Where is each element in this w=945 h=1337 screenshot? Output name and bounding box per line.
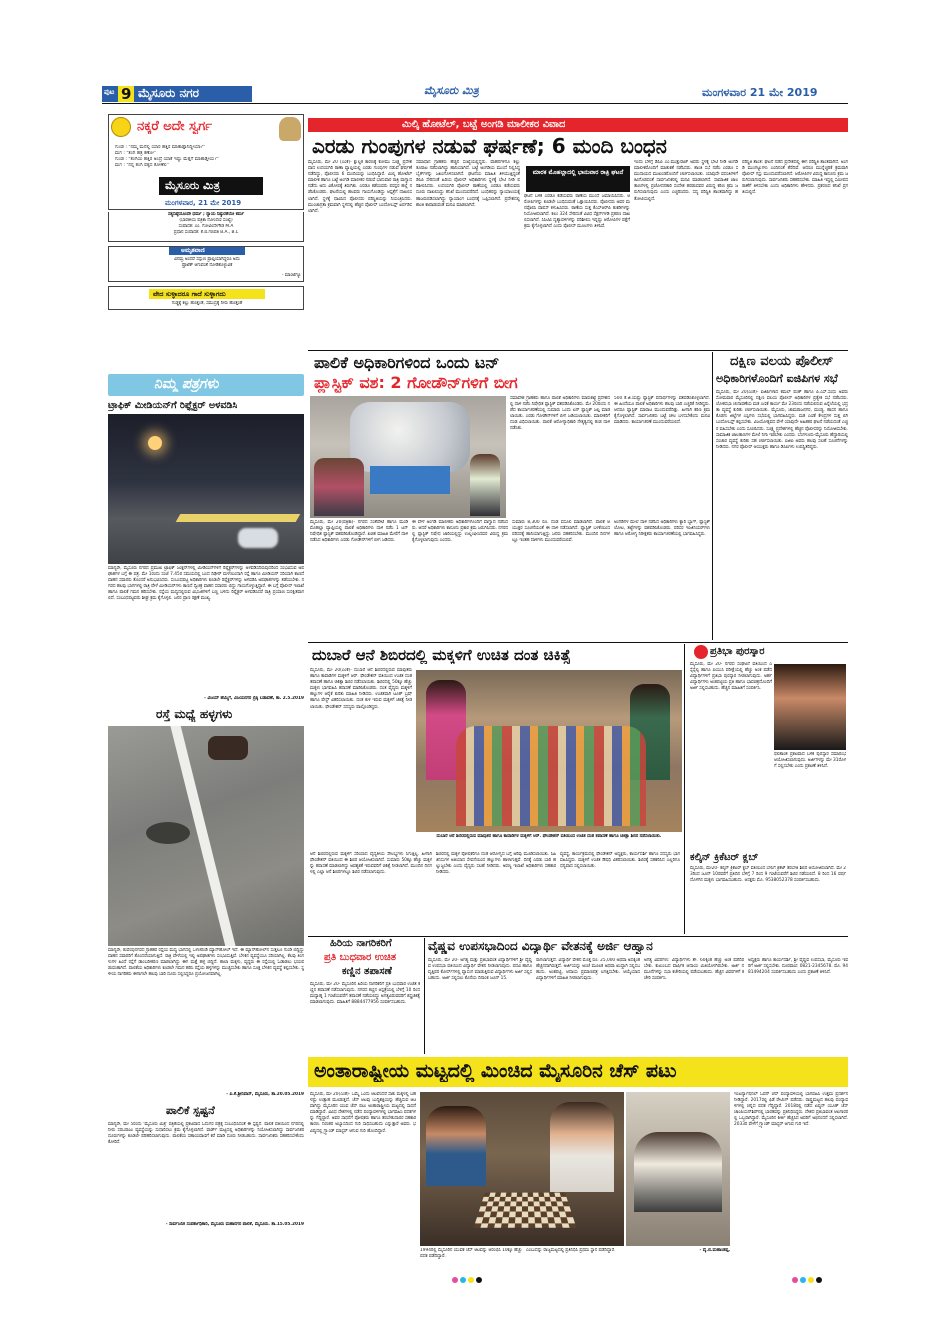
letter2-body: ಮಾನ್ಯರೇ, ಕುವೆಂಪುನಗರದ ಗ್ರಾಹಕರ ರಸ್ತೆಯ ಮಧ್ಯ ಭಾಗದಲ್ಲಿ ಒಳಚರಂಡಿ ಮ್ಯಾನ್‌ಹೋಲ್ ಇದೆ. ಈ ಮ್ಯಾನ್‌ಹೋಲ್‌ನ ಸುತ್ತಲೂ ಗುಂಡಿ ಬಿದ್ದಿದ್ದು ವಾಹನ ಸವಾರರಿಗೆ ತೊಂದರೆಯಾಗುತ್ತಿದೆ. ರಾತ್ರಿ ವೇಳೆಯಲ್ಲಿ ಇಲ್ಲಿ ಅಪಘಾತಗಳು ಸಂಭವಿಸುತ್ತಿವೆ. ಬೆಳಕಿನ ವ್ಯವಸ್ಥೆಯೂ ಸರಿಯಾಗಿಲ್ಲ. ಕೆಲವು ತಿಂಗಳುಗಳ ಹಿಂದೆ ರಸ್ತೆಗೆ ಡಾಂಬರೀಕರಣ ಮಾಡಲಾಗಿದ್ದು ಈಗ ಮತ್ತೆ ಹಳ್ಳ ಬಿದ್ದಿದೆ. ಶಾಲಾ ಮಕ್ಕಳು, ವೃದ್ಧರು ಈ ರಸ್ತೆಯಲ್ಲಿ ಓಡಾಡಲು ಭಯಪಡುವಂತಾಗಿದೆ. ಪಾಲಿಕೆಯ ಅಧಿಕಾರಿಗಳು ಕೂಡಲೇ ಗಮನ ಹರಿಸಿ ರಸ್ತೆಯ ಹಳ್ಳಗಳನ್ನು ಮುಚ್ಚಿಸಬೇಕು ಹಾಗೂ ಸೂಕ್ತ ಬೆಳಕಿನ ವ್ಯವಸ್ಥೆ ಕಲ್ಪಿಸಬೇಕು. ಸ್ಥಳೀಯ ನಾಗರಿಕರು ಈಗಾಗಲೇ ಹಲವು ಬಾರಿ ದೂರು ಸಲ್ಲಿಸಿದ್ದರೂ ಪ್ರಯೋಜನವಾಗಿಲ್ಲ.	[108, 948, 304, 978]
joke-title: ನಕ್ಕರೆ ಅದೇ ಸ್ವರ್ಗ	[137, 119, 212, 134]
joke-lines	[115, 145, 301, 169]
lead-kicker: ಮಿಲ್ಕಿ ಹೋಟೆಲ್, ಬಟ್ಟೆ ಅಂಗಡಿ ಮಾಲೀಕರ ವಿವಾದ	[402, 119, 566, 130]
police-headline-1: ದಕ್ಷಿಣ ವಲಯ ಪೊಲೀಸ್	[730, 354, 834, 369]
letter3-title: ಪಾಲಿಕೆ ಸ್ಪಷ್ಟನೆ	[166, 1104, 215, 1117]
newspaper-page	[102, 82, 848, 1262]
mini-date: ಮಂಗಳವಾರ, 21 ಮೇ 2019	[165, 199, 242, 207]
chess-col-4: ಎಂಬುದನ್ನು ರಾಜ್ಯಮಟ್ಟದಲ್ಲಿ ಪ್ರತಿನಿಧಿಸಿ ಪ್ರಥಮ ಸ್ಥಾನ ಪಡೆದಿದ್ದಾರೆ.	[526, 1248, 616, 1253]
truck-bed	[370, 466, 450, 494]
scholarship-headline: ವೈಷ್ಣವ ಉಪಸಭಾದಿಂದ ವಿದ್ಯಾರ್ಥಿ ವೇತನಕ್ಕೆ ಅರ್ಜಿ ಆಹ್ವಾನ	[428, 939, 653, 953]
road-pothole-photo	[108, 726, 304, 946]
chess-tournament-photo	[626, 1092, 730, 1246]
lead-headline: ಎರಡು ಗುಂಪುಗಳ ನಡುವೆ ಘರ್ಷಣೆ; 6 ಮಂದಿ ಬಂಧನ	[312, 134, 667, 158]
plastic-col-5: ಸುಮಾರು 8,300 ರೂ. ದಂಡ ವಸೂಲಿ ಮಾಡಲಾಗಿದೆ. ಪಾಲಿಕೆ ಆಯುಕ್ತರ ಸೂಚನೆಯಂತೆ ಈ ದಾಳಿ ನಡೆಸಲಾಗಿದೆ. ಪ್ಲಾಸ್ಟಿಕ್ ಬಳಕೆಯಿಂದ ಪರಿಸರಕ್ಕೆ ಹಾನಿಯಾಗುತ್ತಿದ್ದು ಜನರು ಸಹಕರಿಸಬೇಕು. ಮುಂದಿನ ದಿನಗಳಲ್ಲೂ ಇಂತಹ ದಾಳಿಗಳು ಮುಂದುವರೆಯಲಿವೆ.	[512, 520, 610, 544]
pothole	[146, 822, 190, 844]
scholarship-col-2: ರಾಗಲಾಗುತ್ತದೆ. ವಿದ್ಯಾರ್ಥಿ ವೇತನ ಮೊತ್ತ ರೂ. 25,000 ಅಥವಾ ಅದಕ್ಕಿಂತ ಹೆಚ್ಚಿನದಾಗಿರುತ್ತದೆ. ಅರ್ಜಿಯನ್ನು ಅಂಚೆ ಮೂಲಕ ಅಥವಾ ಖುದ್ದಾಗಿ ಸಲ್ಲಿಸಬಹುದು. ಅಂಕಪಟ್ಟಿ, ಆದಾಯ ಪ್ರಮಾಣಪತ್ರ ಲಗತ್ತಿಸಬೇಕು. ಆಯ್ಕೆಯಾದ ವಿದ್ಯಾರ್ಥಿಗಳಿಗೆ ಮಾಹಿತಿ ನೀಡಲಾಗುವುದು.	[536, 958, 640, 982]
quote-title: ಅಮೃತವಾಣಿ	[181, 247, 205, 254]
registration-dots	[792, 1268, 852, 1276]
moving-vehicle	[238, 528, 278, 548]
senior-headline-1: ಹಿರಿಯ ನಾಗರಿಕರಿಗೆ	[330, 938, 392, 949]
page-header	[102, 82, 848, 102]
quote-author: - ಮಾಂಟೆಗ್ಯೂ	[281, 273, 301, 278]
children-rows	[456, 726, 646, 826]
plastic-headline-1: ಪಾಲಿಕೆ ಅಧಿಕಾರಿಗಳಿಂದ ಒಂದು ಟನ್	[314, 353, 500, 372]
joke-line: ಗುಂಡ : "ತಂಗಿಯ ಹತ್ತಿರ ಅಂದ್ರೆ ಯಾಕೆ ಇಷ್ಟು ಮೆತ್ತಗೆ ಮಾತಾಡ್ತೀಯ?"	[115, 157, 219, 163]
letter2-title: ರಸ್ತೆ ಮಧ್ಯೆ ಹಳ್ಳಗಳು	[156, 707, 233, 721]
joke-line: ಮಗ : "ತಂಗಿ ಹತ್ರ ಕಣೋ"	[115, 151, 156, 157]
children-group-photo	[416, 670, 682, 832]
masthead: ಮೈಸೂರು ಮಿತ್ರ	[424, 84, 479, 97]
night-road-photo	[108, 414, 304, 564]
lead-col-2: ಸಮಾಧಾನ ಗ್ರಾಹಕರು ಹೆಚ್ಚಿನ ಸಂಖ್ಯೆಯಲ್ಲಿದ್ದರು. ವಾಹನಗಳಿಗೂ ಕಲ್ಲು ತೂರಾಟ ನಡೆಸಲಾಗಿದ್ದು ಹಾನಿಯಾಗಿದೆ. ಬಟ್ಟೆ ಅಂಗಡಿಯ ಮುಂದೆ ನಿಲ್ಲಿಸಿದ್ದ ಬೈಕ್‌ಗಳನ್ನು ಜಖಂಗೊಳಿಸಲಾಗಿದೆ. ಘಟನೆಯ ಮಾಹಿತಿ ತಿಳಿಯುತ್ತಿದ್ದಂತೆ ಡಿಸಿಪಿ ಸೇರಿದಂತೆ ಹಿರಿಯ ಪೊಲೀಸ್ ಅಧಿಕಾರಿಗಳು ಸ್ಥಳಕ್ಕೆ ಭೇಟಿ ನೀಡಿ ಪರಿಶೀಲಿಸಿದರು. ಉದಯಗಿರಿ ಪೊಲೀಸ್ ಠಾಣೆಯಲ್ಲಿ ಎರಡೂ ಕಡೆಯವರು ದೂರು ದಾಖಲಿಸಿದ್ದು ತನಿಖೆ ಮುಂದುವರೆದಿದೆ. ಬಂಧಿತರನ್ನು ನ್ಯಾಯಾಲಯಕ್ಕೆ ಹಾಜರುಪಡಿಸಲಾಗಿದ್ದು ನ್ಯಾಯಾಂಗ ಬಂಧನಕ್ಕೆ ಒಪ್ಪಿಸಲಾಗಿದೆ. ಪ್ರದೇಶದಲ್ಲಿ ಶಾಂತಿ ಕಾಪಾಡುವಂತೆ ಮನವಿ ಮಾಡಲಾಗಿದೆ.	[416, 160, 520, 208]
letter1-title: ಟ್ರಾಫಿಕ್ ಮೀಡಿಯನ್‌ಗೆ ರಿಫ್ಲೆಕ್ಟರ್ ಅಳವಡಿಸಿ	[108, 400, 238, 411]
scholarship-col-1: ಮೈಸೂರು, ಮೇ 20- ಅಗತ್ಯ ಮತ್ತು ಪ್ರತಿಭಾವಂತ ವಿದ್ಯಾರ್ಥಿಗಳಿಗೆ ಶ್ರೀ ವೈಷ್ಣವ ಉಪಸಭಾ ವತಿಯಿಂದ ವಿದ್ಯಾರ್ಥಿ ವೇತನ ನೀಡಲಾಗುವುದು. ಪದವಿ ಹಾಗೂ ವೃತ್ತಿಪರ ಕೋರ್ಸ್‌ಗಳಲ್ಲಿ ವ್ಯಾಸಂಗ ಮಾಡುತ್ತಿರುವ ವಿದ್ಯಾರ್ಥಿಗಳು ಅರ್ಜಿ ಸಲ್ಲಿಸಬಹುದು. ಅರ್ಜಿ ಸಲ್ಲಿಸಲು ಕೊನೆಯ ದಿನಾಂಕ ಜೂನ್ 15.	[428, 958, 532, 982]
police-headline-2: ಅಧಿಕಾರಿಗಳೊಂದಿಗೆ ಐಜಿಪಿಗಳ ಸಭೆ	[716, 372, 838, 385]
lead-inset-text: ಮಾರಕ ಮೊಹಲ್ಲಾದಲ್ಲಿ ಭಾನುವಾರ ರಾತ್ರಿ ಘಟನೆ	[532, 169, 624, 176]
joke-line: ಮಗ : "ನನ್ನ ತಂಗಿ ಪಕ್ಕದ ಕೋಣೆಲಿ"	[115, 163, 169, 169]
quote-box	[108, 246, 304, 282]
divider	[424, 938, 425, 1054]
mini-line: ಪ್ರಧಾನ ಸಂಪಾದಕ: ಕೆ.ಬಿ.ಗಣಪತಿ B.A., B.L	[173, 230, 239, 236]
award-body-2: ಫಲಿತಾಂಶ ಪ್ರಕಟವಾದ ಬಳಿಕ ಪುರಸ್ಕಾರ ಸಮಾರಂಭ ಆಯೋಜಿಸಲಾಗುವುದು. ಅರ್ಜಿಗಳನ್ನು ಮೇ 31ರೊಳಗೆ ಸಲ್ಲಿಸಬೇಕು ಎಂದು ಪ್ರಕಟಣೆ ತಿಳಿಸಿದೆ.	[774, 752, 846, 770]
header-date: ಮಂಗಳವಾರ 21 ಮೇ 2019	[702, 86, 818, 99]
plastic-bags-pile	[350, 402, 470, 472]
mini-line: (ಭಾರತೀಯ ಪತ್ರಿಕಾ ನೋಂದಣಿ ಸಂಖ್ಯೆ)	[179, 218, 233, 224]
mini-info	[108, 212, 304, 242]
letter3-signature: - ಸಾರ್ವಜನಿಕ ಸಂಪರ್ಕಾಧಿಕಾರಿ, ಮೈಸೂರು ಮಹಾನಗರ ಪಾಲಿಕೆ, ಮೈಸೂರು. ತಾ.15.05.2019	[165, 1222, 304, 1227]
award-badge	[694, 645, 708, 659]
award-portrait	[774, 664, 846, 750]
cricket-headline: ಕಲ್ಕಿನ್ ಕ್ರಿಕೆಟರ್ ಕ್ಲಬ್	[690, 852, 759, 863]
divider	[308, 350, 848, 351]
mini-line: ಸಂಪಾದಕ: ಎಂ. ಗೋವಿಂದೇಗೌಡ M.A	[178, 224, 234, 230]
plastic-col-3: ಮೈಸೂರು, ಮೇ 20(ಪತ್ರಿಕಾ)- ನಗರದ ಸಂತೆಪೇಟೆ ಹಾಗೂ ಮಂಡಿ ಮೊಹಲ್ಲಾ ವ್ಯಾಪ್ತಿಯಲ್ಲಿ ಪಾಲಿಕೆ ಅಧಿಕಾರಿಗಳು ದಾಳಿ ನಡೆಸಿ 1 ಟನ್ ನಿಷೇಧಿತ ಪ್ಲಾಸ್ಟಿಕ್ ವಶಪಡಿಸಿಕೊಂಡಿದ್ದಾರೆ. ಖಚಿತ ಮಾಹಿತಿ ಮೇರೆಗೆ ದಾಳಿ ನಡೆಸಿದ ಅಧಿಕಾರಿಗಳು ಎರಡು ಗೋಡೌನ್‌ಗಳಿಗೆ ಬೀಗ ಜಡಿದರು.	[310, 520, 408, 544]
senior-headline-3: ಕಣ್ಣಿನ ತಪಾಸಣೆ	[342, 966, 392, 977]
streetlight-glow	[148, 436, 162, 450]
scholarship-col-3: ಅಗತ್ಯ ವಿವರಗಳು: ವಿದ್ಯಾರ್ಥಿಗಳು ಶೇ. 60ಕ್ಕಿಂತ ಹೆಚ್ಚು ಅಂಕ ಪಡೆದಿರಬೇಕು. ಕುಟುಂಬದ ವಾರ್ಷಿಕ ಆದಾಯ ಮಿತಿಯೊಳಗಿರಬೇಕು. ಅರ್ಜಿ ನಮೂನೆಗಳನ್ನು ಸಭಾ ಕಚೇರಿಯಲ್ಲಿ ಪಡೆಯಬಹುದು. ಹೆಚ್ಚಿನ ವಿವರಗಳಿಗೆ ಕಚೇರಿ ಸಂಪರ್ಕಿಸಿ.	[644, 958, 744, 982]
lead-kicker-bar	[308, 118, 848, 132]
plastic-col-1: ಸಮಾವೇಶ ಗ್ರಾಹಕರು ಹಾಗೂ ಪಾಲಿಕೆ ಅಧಿಕಾರಿಗಳು ಮಾರುಕಟ್ಟೆ ಪ್ರದೇಶದಲ್ಲಿ ದಾಳಿ ನಡೆಸಿ ನಿಷೇಧಿತ ಪ್ಲಾಸ್ಟಿಕ್ ವಶಪಡಿಸಿಕೊಂಡರು. ಮೇ 20ರಂದು ನಡೆದ ಕಾರ್ಯಾಚರಣೆಯಲ್ಲಿ ಸುಮಾರು ಒಂದು ಟನ್ ಪ್ಲಾಸ್ಟಿಕ್ ಜಪ್ತಿ ಮಾಡಲಾಯಿತು. ಎರಡು ಗೋಡೌನ್‌ಗಳಿಗೆ ಬೀಗ ಜಡಿಯಲಾಯಿತು. ಮಾಲೀಕರಿಗೆ ದಂಡ ವಿಧಿಸಲಾಯಿತು. ಪಾಲಿಕೆ ಆರೋಗ್ಯಾಧಿಕಾರಿ ನೇತೃತ್ವದಲ್ಲಿ ತಂಡ ದಾಳಿ ನಡೆಸಿತು.	[510, 396, 610, 432]
chess-headline: ಅಂತಾರಾಷ್ಟ್ರೀಯ ಮಟ್ಟದಲ್ಲಿ ಮಿಂಚಿದ ಮೈಸೂರಿನ ಚೆಸ್ ಪಟು	[314, 1060, 677, 1082]
chess-player	[426, 1106, 486, 1186]
chess-board	[474, 1193, 577, 1228]
plastic-col-4: ಈ ವೇಳೆ ಅಂಗಡಿ ಮಾಲೀಕರು ಅಧಿಕಾರಿಗಳೊಂದಿಗೆ ವಾಗ್ವಾದ ನಡೆಸಿದರು. ಆದರೆ ಅಧಿಕಾರಿಗಳು ಕಾನೂನು ಪ್ರಕಾರ ಕ್ರಮ ಜರುಗಿಸಿದರು. ನಗರದಲ್ಲಿ ಪ್ಲಾಸ್ಟಿಕ್ ನಿಷೇಧ ಜಾರಿಯಲ್ಲಿದ್ದು ಉಲ್ಲಂಘಿಸಿದವರ ವಿರುದ್ಧ ಕ್ರಮ ಕೈಗೊಳ್ಳಲಾಗುವುದು ಎಂದರು.	[412, 520, 508, 544]
mini-masthead: ಮೈಸೂರು ಮಿತ್ರ	[165, 179, 220, 192]
dental-headline: ದುಬಾರೆ ಆನೆ ಶಿಬಿರದಲ್ಲಿ ಮಕ್ಕಳಿಗೆ ಉಚಿತ ದಂತ ಚಿಕಿತ್ಸೆ	[312, 646, 571, 664]
proverb-title: ವೇದ ಸುಳ್ಳಾದರೂ ಗಾದೆ ಸುಳ್ಳಾಗದು	[153, 290, 226, 298]
divider	[308, 642, 848, 643]
cartoon-icon	[279, 117, 301, 141]
dental-col-2: ಆನೆ ಶಿಬಿರದಲ್ಲಿರುವ ಮಕ್ಕಳಿಗೆ ಸರಿಯಾದ ವೈದ್ಯಕೀಯ ಸೌಲಭ್ಯಗಳು ಸಿಗುತ್ತಿಲ್ಲ. ಹೀಗಾಗಿ ಫೌಂಡೇಶನ್ ವತಿಯಿಂದ ಈ ಶಿಬಿರ ಆಯೋಜಿಸಲಾಗಿದೆ. ಸುಮಾರು 50ಕ್ಕೂ ಹೆಚ್ಚು ಮಕ್ಕಳನ್ನು ತಪಾಸಣೆ ಮಾಡಲಾಗಿದ್ದು ಅವಶ್ಯಕತೆ ಇರುವವರಿಗೆ ಚಿಕಿತ್ಸೆ ನೀಡಲಾಗಿದೆ. ಮುಂದಿನ ದಿನಗಳಲ್ಲಿ ಎಲ್ಲಾ ಆನೆ ಶಿಬಿರಗಳಲ್ಲೂ ಶಿಬಿರ ನಡೆಸಲಾಗುವುದು.	[310, 852, 432, 876]
chess-col-1: ಮೈಸೂರು, ಮೇ 20(ಎಂಕೆ)- ಒಮ್ಮೆ ಒಂದು ಆಟವೆಂದರೆ ಸಾಕು ಮಕ್ಕಳಲ್ಲಿ ಬಹಳಷ್ಟು ಉತ್ಸಾಹ ಮೂಡುತ್ತದೆ. ಚೆಸ್ ಆಟವು ಬುದ್ಧಿಶಕ್ತಿಯನ್ನು ಹೆಚ್ಚಿಸುವ ಆಟವಾಗಿದ್ದು ಮೈಸೂರಿನ ಯುವ ಚೆಸ್ ಪಟು ಅಂತಾರಾಷ್ಟ್ರೀಯ ಮಟ್ಟದಲ್ಲಿ ಸಾಧನೆ ಮಾಡಿದ್ದಾರೆ. ವಿವಿಧ ದೇಶಗಳಲ್ಲಿ ನಡೆದ ಪಂದ್ಯಾವಳಿಗಳಲ್ಲಿ ಭಾಗವಹಿಸಿ ಪದಕಗಳನ್ನು ಗೆದ್ದಿದ್ದಾರೆ. ಅವರ ಸಾಧನೆಗೆ ಪೋಷಕರು ಹಾಗೂ ತರಬೇತುದಾರರ ಸಹಕಾರ ಕಾರಣ. ನಿರಂತರ ಅಭ್ಯಾಸದಿಂದ ಗುರಿ ಸಾಧಿಸಬಹುದು ಎನ್ನುತ್ತಾರೆ ಅವರು. ಭವಿಷ್ಯದಲ್ಲಿ ಗ್ರ್ಯಾಂಡ್ ಮಾಸ್ಟರ್ ಆಗುವ ಗುರಿ ಹೊಂದಿದ್ದಾರೆ.	[310, 1092, 416, 1134]
award-headline: ಪ್ರತಿಭಾ ಪುರಸ್ಕಾರ	[710, 646, 765, 657]
plastic-col-6: ಅಂಗಡಿಗಳ ಮೇಲೆ ದಾಳಿ ನಡೆಸಿದ ಅಧಿಕಾರಿಗಳು ಕ್ಯಾರಿ ಬ್ಯಾಗ್, ಪ್ಲಾಸ್ಟಿಕ್ ಲೋಟ, ತಟ್ಟೆಗಳನ್ನು ವಶಪಡಿಸಿಕೊಂಡರು. ಪರಿಸರ ಇಂಜಿನಿಯರ್‌ಗಳು ಹಾಗೂ ಆರೋಗ್ಯ ನಿರೀಕ್ಷಕರು ಕಾರ್ಯಾಚರಣೆಯಲ್ಲಿ ಭಾಗವಹಿಸಿದ್ದರು.	[614, 520, 710, 538]
quote-line: ವಿನಮ್ರ ಅಂದರೆ ಸದ್ಗುಣ ಪ್ರಾಪ್ತಿಯಾಗಿದ್ದರೂ ಅದು	[174, 257, 240, 262]
page-label: ಪುಟ	[104, 88, 115, 96]
page-number: 9	[121, 85, 132, 103]
letter1-signature: - ವಿಜಯ್ ಹೆಮ್ಮಿಗೆ, ವಿಜಯನಗರ ಬ್ರಿಕ್ಕಿ ಬಡಾವಣೆ, ತಾ. 2.5.2019	[204, 696, 304, 701]
joke-box	[108, 114, 304, 210]
chess-opponent	[550, 1102, 614, 1192]
official-person	[470, 454, 500, 516]
officials-group	[314, 458, 364, 516]
chess-game-photo	[420, 1092, 624, 1246]
lead-col-1: ಮೈಸೂರು, ಮೇ 20 (ಎಂಕೆ)- ಕ್ಷುಲ್ಲಕ ಕಾರಣಕ್ಕೆ ಕೋಮು ಸೂಕ್ಷ್ಮ ಪ್ರದೇಶವಾದ ಉದಯಗಿರಿ ಠಾಣಾ ವ್ಯಾಪ್ತಿಯಲ್ಲಿ ಎರಡು ಗುಂಪುಗಳ ನಡುವೆ ಘರ್ಷಣೆ ನಡೆದಿದ್ದು, ಪೊಲೀಸರು 6 ಮಂದಿಯನ್ನು ಬಂಧಿಸಿದ್ದಾರೆ. ಮಿಲ್ಕಿ ಹೋಟೆಲ್ ಮಾಲೀಕ ಹಾಗೂ ಬಟ್ಟೆ ಅಂಗಡಿ ಮಾಲೀಕರ ನಡುವೆ ಭಾನುವಾರ ರಾತ್ರಿ ವಾಗ್ವಾದ ನಡೆದು ಅದು ವಿಕೋಪಕ್ಕೆ ತಿರುಗಿತು. ಎರಡೂ ಕಡೆಯವರು ಪರಸ್ಪರ ಹಲ್ಲೆ ನಡೆಸಿಕೊಂಡರು. ಘಟನೆಯಲ್ಲಿ ಹಲವರು ಗಾಯಗೊಂಡಿದ್ದು ಆಸ್ಪತ್ರೆಗೆ ದಾಖಲಿಸಲಾಗಿದೆ. ಸ್ಥಳಕ್ಕೆ ಧಾವಿಸಿದ ಪೊಲೀಸರು ಪರಿಸ್ಥಿತಿಯನ್ನು ನಿಯಂತ್ರಿಸಿದರು. ಮುಂಜಾಗ್ರತಾ ಕ್ರಮವಾಗಿ ಸ್ಥಳದಲ್ಲಿ ಹೆಚ್ಚಿನ ಪೊಲೀಸ್ ಬಂದೋಬಸ್ತ್ ಏರ್ಪಡಿಸಲಾಗಿದೆ.	[308, 160, 412, 214]
dental-col-1: ಮೈಸೂರು, ಮೇ 20(ಎಂಕೆ)- ದುಬಾರೆ ಆನೆ ಶಿಬಿರದಲ್ಲಿರುವ ಮಾವುತರು ಹಾಗೂ ಕಾವಾಡಿಗಳ ಮಕ್ಕಳಿಗೆ ಆರ್. ಫೌಂಡೇಶನ್ ವತಿಯಿಂದ ಉಚಿತ ದಂತ ತಪಾಸಣೆ ಹಾಗೂ ಚಿಕಿತ್ಸಾ ಶಿಬಿರ ನಡೆಸಲಾಯಿತು. ಶಿಬಿರದಲ್ಲಿ 50ಕ್ಕೂ ಹೆಚ್ಚು ಮಕ್ಕಳು ಭಾಗವಹಿಸಿ ತಪಾಸಣೆ ಮಾಡಿಸಿಕೊಂಡರು. ದಂತ ವೈದ್ಯರು ಮಕ್ಕಳಿಗೆ ಹಲ್ಲುಗಳ ಆರೈಕೆ ಕುರಿತು ಮಾಹಿತಿ ನೀಡಿದರು. ಉಚಿತವಾಗಿ ಟೂತ್ ಬ್ರಷ್ ಹಾಗೂ ಪೇಸ್ಟ್ ವಿತರಿಸಲಾಯಿತು. ದಂತ ಕುಳಿ ಇರುವ ಮಕ್ಕಳಿಗೆ ಚಿಕಿತ್ಸೆ ನೀಡಲಾಯಿತು. ಫೌಂಡೇಶನ್ ಸದಸ್ಯರು ಪಾಲ್ಗೊಂಡಿದ್ದರು.	[310, 668, 412, 710]
chess-col-3: 1994ರಲ್ಲಿ ಮೈಸೂರಿನ ಯುವಕ ಚೆಸ್ ಆಟವನ್ನು ಆರಂಭಿಸಿ 10ಕ್ಕೂ ಹೆಚ್ಚು ಪದಕ ಪಡೆದಿದ್ದಾರೆ.	[420, 1248, 522, 1260]
letters-title: ನಿಮ್ಮ ಪತ್ರಗಳು	[154, 376, 219, 392]
divider	[712, 352, 713, 640]
plastic-seizure-photo	[310, 396, 506, 518]
divider	[308, 936, 848, 937]
divider	[684, 644, 685, 934]
cricket-body: ಮೈಸೂರು, ಮೇ20- ಕಲ್ಕಿನ್ ಕ್ರಿಕೆಟರ್ ಕ್ಲಬ್ ವತಿಯಿಂದ ಬೇಸಿಗೆ ಕ್ರಿಕೆಟ್ ತರಬೇತಿ ಶಿಬಿರ ಆಯೋಜಿಸಲಾಗಿದೆ. ಮೇ 23ರಿಂದ ಜೂನ್ 10ರವರೆಗೆ ಪ್ರತಿದಿನ ಬೆಳಿಗ್ಗೆ 7 ರಿಂದ 9 ಗಂಟೆಯವರೆಗೆ ಶಿಬಿರ ನಡೆಯಲಿದೆ. 8 ರಿಂದ 16 ವರ್ಷದೊಳಗಿನ ಮಕ್ಕಳು ಭಾಗವಹಿಸಬಹುದು. ಆಸಕ್ತರು ಮೊ. 9538052378 ಸಂಪರ್ಕಿಸಬಹುದು.	[690, 866, 846, 884]
proverb-text: ಗುಡ್ಡಕ್ಕೆ ಕಲ್ಲು ಹೊತ್ತಂತೆ, ಸಮುದ್ರಕ್ಕೆ ನೀರು ಹೊತ್ತಂತೆ	[171, 301, 243, 306]
joke-line: ಗುಂಡ : "ನಮ್ಮ ಮನೆಲ್ಲಿ ಯಾರ ಹತ್ತಿರ ಮಾತಾಡ್ತಾನಿದ್ದೀಯಾ?"	[115, 145, 206, 150]
tournament-players	[634, 1132, 722, 1212]
mini-line: ಸತ್ಯನಿಷ್ಠೆಯೊಂದೇ ಧರ್ಮ ; ನ್ಯಾಯ ನಿಷ್ಠುರತೆಯೇ ಕರ್ಮ	[168, 212, 244, 217]
letter2-signature: - ಪಿ.ಕೆ.ಶ್ರೀನಿವಾಸ್, ಮೈಸೂರು, ತಾ.20.05.2019	[226, 1092, 304, 1097]
dental-caption: ದುಬಾರೆ ಆನೆ ಶಿಬಿರದಲ್ಲಿರುವ ಮಾವುತರ ಹಾಗೂ ಕಾವಾಡಿಗಳ ಮಕ್ಕಳಿಗೆ ಆರ್. ಫೌಂಡೇಶನ್ ವತಿಯಿಂದ ಉಚಿತ ದಂತ ತಪಾಸಣೆ ಹಾಗೂ ಚಿಕಿತ್ಸಾ ಶಿಬಿರ ನಡೆಸಲಾಯಿತು.	[436, 834, 662, 839]
lead-col-4: ಇಂದು ಬೆಳಿಗ್ಗೆ ಡಿಸಿಪಿ ಎಂ.ಮುತ್ತುರಾಜ್ ಅವರು ಸ್ಥಳಕ್ಕೆ ಭೇಟಿ ನೀಡಿ ಅಂಗಡಿ ಮಾಲೀಕರೊಂದಿಗೆ ಮಾತುಕತೆ ನಡೆಸಿದರು. ಶಾಂತಿ ಸಭೆ ನಡೆಸಿ ಎರಡೂ ಸಮುದಾಯದ ಮುಖಂಡರೊಂದಿಗೆ ಚರ್ಚಿಸಲಾಯಿತು. ಯಾವುದೇ ವದಂತಿಗಳಿಗೆ ಕಿವಿಗೊಡದಂತೆ ಸಾರ್ವಜನಿಕರಲ್ಲಿ ಮನವಿ ಮಾಡಲಾಗಿದೆ. ಸಾಮಾಜಿಕ ಜಾಲತಾಣಗಳಲ್ಲಿ ಪ್ರಚೋದನಕಾರಿ ಸಂದೇಶ ಹರಡುವವರ ವಿರುದ್ಧ ಕಠಿಣ ಕ್ರಮ ಜರುಗಿಸಲಾಗುವುದು ಎಂದು ಎಚ್ಚರಿಸಿದರು. ಸದ್ಯ ಪರಿಸ್ಥಿತಿ ಶಾಂತವಾಗಿದ್ದು ಹತೋಟಿಯಲ್ಲಿದೆ.	[634, 160, 738, 202]
scholarship-col-4: ಅಧ್ಯಕ್ಷರು ಹಾಗೂ ಕಾರ್ಯದರ್ಶಿ, ಶ್ರೀ ವೈಷ್ಣವ ಉಪಸಭಾ, ಮೈಸೂರು ಇವರಿಗೆ ಅರ್ಜಿ ಸಲ್ಲಿಸಬೇಕು. ದೂರವಾಣಿ: 0821-2345678. ಮೊ. 9481494204 ಸಂಪರ್ಕಿಸಬಹುದು ಎಂದು ಪ್ರಕಟಣೆ ತಿಳಿಸಿದೆ.	[748, 958, 848, 976]
header-rule	[102, 103, 848, 104]
median-stripe	[176, 514, 301, 522]
scooter-rider	[208, 736, 248, 760]
letter3-body: ಮಾನ್ಯರೇ, ಮೇ 5ರಂದು 'ಮೈಸೂರು ಮಿತ್ರ' ಪತ್ರಿಕೆಯಲ್ಲಿ ಪ್ರಕಟವಾದ ಓದುಗರ ಪತ್ರಕ್ಕೆ ಸಂಬಂಧಿಸಿದಂತೆ ಈ ಸ್ಪಷ್ಟನೆ. ಪಾಲಿಕೆ ವತಿಯಿಂದ ನಗರದಲ್ಲಿ ನೀರು ಸರಬರಾಜು ವ್ಯವಸ್ಥೆಯನ್ನು ಸುಧಾರಿಸಲು ಕ್ರಮ ಕೈಗೊಳ್ಳಲಾಗಿದೆ. ವಾರ್ಡ್ ಮಟ್ಟದಲ್ಲಿ ಅಧಿಕಾರಿಗಳನ್ನು ನಿಯೋಜಿಸಲಾಗಿದ್ದು ಸಾರ್ವಜನಿಕರ ದೂರುಗಳನ್ನು ಕೂಡಲೇ ಪರಿಹರಿಸಲಾಗುವುದು. ಪಾಲಿಕೆಯ ಸಹಾಯವಾಣಿಗೆ ಕರೆ ಮಾಡಿ ದೂರು ನೀಡಬಹುದು. ಸಾರ್ವಜನಿಕರು ಸಹಕರಿಸಬೇಕೆಂದು ಕೋರಿದೆ.	[108, 1122, 304, 1146]
section-title: ಮೈಸೂರು ನಗರ	[138, 86, 200, 100]
dental-col-4: ವ್ಯವಸ್ಥೆ, ಕಾರ್ಯಕ್ರಮದಲ್ಲಿ ಫೌಂಡೇಶನ್ ಅಧ್ಯಕ್ಷರು, ಕಾರ್ಯದರ್ಶಿ ಹಾಗೂ ಸದಸ್ಯರು ಭಾಗವಹಿಸಿದ್ದರು. ಮಕ್ಕಳಿಗೆ ಉಚಿತ ಔಷಧಿ ವಿತರಿಸಲಾಯಿತು. ಶಿಬಿರಕ್ಕೆ ಸಹಕರಿಸಿದ ಎಲ್ಲರಿಗೂ ಧನ್ಯವಾದ ಸಲ್ಲಿಸಲಾಯಿತು.	[560, 852, 680, 870]
senior-headline-2: ಪ್ರತಿ ಬುಧವಾರ ಉಚಿತ	[324, 952, 397, 963]
quote-line: ಪ್ರೊಟೆಕ್ ಆಗುವಂತೆ ನೋಡಿಕೊಳ್ಳುವಿಕೆ	[181, 263, 233, 268]
award-body: ಮೈಸೂರು, ಮೇ 20- ನಗರದ ಸಂಘಟನೆ ವತಿಯಿಂದ ಎಸ್ಸೆಸ್ಸೆಲ್ಸಿ ಹಾಗೂ ಪಿಯುಸಿ ಪರೀಕ್ಷೆಯಲ್ಲಿ ಹೆಚ್ಚು ಅಂಕ ಪಡೆದ ವಿದ್ಯಾರ್ಥಿಗಳಿಗೆ ಪ್ರತಿಭಾ ಪುರಸ್ಕಾರ ನೀಡಲಾಗುವುದು. ಅರ್ಹ ವಿದ್ಯಾರ್ಥಿಗಳು ಅಂಕಪಟ್ಟಿಯ ಪ್ರತಿ ಹಾಗೂ ಭಾವಚಿತ್ರದೊಂದಿಗೆ ಅರ್ಜಿ ಸಲ್ಲಿಸಬಹುದು. ಹೆಚ್ಚಿನ ಮಾಹಿತಿಗೆ ಸಂಪರ್ಕಿಸಿ.	[690, 662, 772, 692]
plastic-col-2: 500 ಕೆ.ಜಿ.ಯಷ್ಟು ಪ್ಲಾಸ್ಟಿಕ್ ಪದಾರ್ಥಗಳನ್ನು ವಶಪಡಿಸಿಕೊಳ್ಳಲಾಗಿದೆ. ಈ ಹಿಂದೆಯೂ ಪಾಲಿಕೆ ಅಧಿಕಾರಿಗಳು ಹಲವು ಬಾರಿ ಎಚ್ಚರಿಕೆ ನೀಡಿದ್ದರು. ಆದರೂ ಪ್ಲಾಸ್ಟಿಕ್ ಮಾರಾಟ ಮುಂದುವರೆದಿತ್ತು. ಹೀಗಾಗಿ ಕಠಿಣ ಕ್ರಮ ಕೈಗೊಳ್ಳಲಾಗಿದೆ. ಸಾರ್ವಜನಿಕರು ಬಟ್ಟೆ ಚೀಲ ಬಳಸಬೇಕೆಂದು ಮನವಿ ಮಾಡಿದರು. ಕಾರ್ಯಾಚರಣೆ ಮುಂದುವರೆಯಲಿದೆ.	[614, 396, 710, 426]
laugh-emoji-icon	[111, 117, 131, 137]
registration-dots	[452, 1268, 512, 1276]
dental-col-3: ಶಿಬಿರದಲ್ಲಿ ಮಕ್ಕಳ ಪೋಷಕರಿಗೂ ದಂತ ಆರೋಗ್ಯದ ಬಗ್ಗೆ ಅರಿವು ಮೂಡಿಸಲಾಯಿತು. ಸಿಹಿ ತಿನಿಸುಗಳ ಅತಿಯಾದ ಸೇವನೆಯಿಂದ ಹಲ್ಲುಗಳು ಹಾಳಾಗುತ್ತವೆ. ದಿನಕ್ಕೆ ಎರಡು ಬಾರಿ ಹಲ್ಲುಜ್ಜಬೇಕು ಎಂದು ವೈದ್ಯರು ಸಲಹೆ ನೀಡಿದರು. ಅರಣ್ಯ ಇಲಾಖೆ ಅಧಿಕಾರಿಗಳು ಸಹಕಾರ ನೀಡಿದರು.	[436, 852, 556, 876]
police-body: ಮೈಸೂರು, ಮೇ 20(ಎಂಕೆ)- ಐಜಿಪಿಗಳಾದ ಕಮಲ್ ಪಂತ್ ಹಾಗೂ ಪಿ.ಎಸ್.ಸಂಧು ಅವರು ಸೋಮವಾರ ಮೈಸೂರಿನಲ್ಲಿ ದಕ್ಷಿಣ ವಲಯ ಪೊಲೀಸ್ ಅಧಿಕಾರಿಗಳ ಪ್ರತ್ಯೇಕ ಸಭೆ ನಡೆಸಿದರು. ಲೋಕಸಭಾ ಚುನಾವಣೆಯ ಮತ ಎಣಿಕೆ ಕಾರ್ಯ ಮೇ 23ರಂದು ನಡೆಯಲಿರುವ ಹಿನ್ನೆಲೆಯಲ್ಲಿ ಭದ್ರತಾ ವ್ಯವಸ್ಥೆ ಕುರಿತು ಚರ್ಚಿಸಲಾಯಿತು. ಮೈಸೂರು, ಚಾಮರಾಜನಗರ, ಮಂಡ್ಯ, ಹಾಸನ ಹಾಗೂ ಕೊಡಗು ಜಿಲ್ಲೆಗಳ ಎಸ್ಪಿಗಳು ಸಭೆಯಲ್ಲಿ ಭಾಗವಹಿಸಿದ್ದರು. ಮತ ಎಣಿಕೆ ಕೇಂದ್ರಗಳ ಸುತ್ತ ಬಿಗಿ ಬಂದೋಬಸ್ತ್ ಕಲ್ಪಿಸಬೇಕು. ವಿಜಯೋತ್ಸವದ ವೇಳೆ ಯಾವುದೇ ಅಹಿತಕರ ಘಟನೆ ನಡೆಯದಂತೆ ಎಚ್ಚರ ವಹಿಸಬೇಕು ಎಂದು ಸೂಚಿಸಿದರು. ಸೂಕ್ಷ್ಮ ಪ್ರದೇಶಗಳಲ್ಲಿ ಹೆಚ್ಚಿನ ಪೊಲೀಸರನ್ನು ನಿಯೋಜಿಸಬೇಕು. ಸಾಮಾಜಿಕ ಜಾಲತಾಣಗಳ ಮೇಲೆ ನಿಗಾ ಇಡಬೇಕು ಎಂದರು. ಬೆಂಗಳೂರು-ಮೈಸೂರು ಹೆದ್ದಾರಿಯಲ್ಲಿ ಸಂಚಾರ ವ್ಯವಸ್ಥೆ ಕುರಿತು ಸಹ ಚರ್ಚಿಸಲಾಯಿತು. ಐಜಿಪಿ ಅವರು ಹಲವು ಸಲಹೆ ಸೂಚನೆಗಳನ್ನು ನೀಡಿದರು. ನಗರ ಪೊಲೀಸ್ ಆಯುಕ್ತರು ಹಾಗೂ ಡಿಸಿಪಿಗಳು ಉಪಸ್ಥಿತರಿದ್ದರು.	[716, 390, 848, 450]
lead-col-5: ಪರಿಸ್ಥಿತಿ ಶಾಂತ: ಘಟನೆ ನಡೆದ ಪ್ರದೇಶದಲ್ಲಿ ಈಗ ಪರಿಸ್ಥಿತಿ ಶಾಂತವಾಗಿದೆ. ಅಂಗಡಿ ಮುಂಗಟ್ಟುಗಳು ಎಂದಿನಂತೆ ತೆರೆದಿವೆ. ಆದರೂ ಮುನ್ನೆಚ್ಚರಿಕೆ ಕ್ರಮವಾಗಿ ಪೊಲೀಸ್ ಗಸ್ತು ಮುಂದುವರೆಸಲಾಗಿದೆ. ಆರೋಪಿಗಳ ವಿರುದ್ಧ ಕಾನೂನು ಕ್ರಮ ಜರುಗಿಸಲಾಗುವುದು. ಸಾರ್ವಜನಿಕರು ಸಹಕರಿಸಬೇಕು. ಮಾಹಿತಿ ಇದ್ದಲ್ಲಿ ಸಮೀಪದ ಠಾಣೆಗೆ ತಿಳಿಸಬೇಕು ಎಂದು ಅಧಿಕಾರಿಗಳು ಹೇಳಿದರು. ಪ್ರಕರಣದ ತನಿಖೆ ಪ್ರಗತಿಯಲ್ಲಿದೆ.	[742, 160, 848, 196]
senior-body: ಮೈಸೂರು, ಮೇ 20- ಮೈಸೂರಿನ ಹಿರಿಯ ನಾಗರಿಕರಿಗೆ ಪ್ರತಿ ಬುಧವಾರ ಉಚಿತ ಕಣ್ಣಿನ ತಪಾಸಣೆ ನಡೆಸಲಾಗುವುದು. ನಗರದ ಕಣ್ಣಿನ ಆಸ್ಪತ್ರೆಯಲ್ಲಿ ಬೆಳಿಗ್ಗೆ 10 ರಿಂದ ಮಧ್ಯಾಹ್ನ 1 ಗಂಟೆಯವರೆಗೆ ತಪಾಸಣೆ ನಡೆಯಲಿದ್ದು ಅಗತ್ಯವಿರುವವರಿಗೆ ಶಸ್ತ್ರಚಿಕಿತ್ಸೆ ಮಾಡಲಾಗುವುದು. ಮಾಹಿತಿಗೆ 8884477956 ಸಂಪರ್ಕಿಸಬಹುದು.	[310, 982, 420, 1006]
chess-col-2: ಇಂಟರ್ನ್ಯಾಷನಲ್ ಓಪನ್ ಚೆಸ್ ಪಂದ್ಯಾವಳಿಯಲ್ಲಿ ಭಾಗವಹಿಸಿ ಉತ್ತಮ ಪ್ರದರ್ಶನ ನೀಡಿದ್ದಾರೆ. 2017ರಲ್ಲಿ ಫಿಡೆ ರೇಟಿಂಗ್ ಪಡೆದರು. ರಾಷ್ಟ್ರಮಟ್ಟದ ಹಲವು ಪಂದ್ಯಾವಳಿಗಳಲ್ಲಿ ಚಿನ್ನದ ಪದಕ ಗೆದ್ದಿದ್ದಾರೆ. 2018ರಲ್ಲಿ ನಡೆದ ಏಷ್ಯನ್ ಯೂತ್ ಚೆಸ್ ಚಾಂಪಿಯನ್‌ಶಿಪ್‌ನಲ್ಲಿ ಭಾರತವನ್ನು ಪ್ರತಿನಿಧಿಸಿದ್ದರು. ದೇಶದ ಪ್ರತಿಭಾವಂತ ಆಟಗಾರರಲ್ಲಿ ಒಬ್ಬರಾಗಿದ್ದಾರೆ. ಮೈಸೂರಿನ ಕೀರ್ತಿ ಹೆಚ್ಚಿಸಿದ ಅವರಿಗೆ ಅಭಿನಂದನೆ ಸಲ್ಲಿಸಲಾಗಿದೆ. 2033ರ ವೇಳೆಗೆ ಗ್ರ್ಯಾಂಡ್ ಮಾಸ್ಟರ್ ಆಗುವ ಗುರಿ ಇದೆ.	[734, 1092, 848, 1128]
proverb-box	[108, 286, 304, 310]
chess-byline: - ವೈ.ಬಿ.ಮಹಾಂತಪ್ಪ,	[699, 1248, 730, 1253]
letter1-body: ಮಾನ್ಯರೇ, ಮೈಸೂರು ನಗರದ ಪ್ರಮುಖ ಟ್ರಾಫಿಕ್ ಜಂಕ್ಷನ್‌ಗಳಲ್ಲಿ ಮೀಡಿಯನ್‌ಗಳಿಗೆ ರಿಫ್ಲೆಕ್ಟರ್‌ಗಳನ್ನು ಅಳವಡಿಸದಿರುವುದರಿಂದ ಸಂಭವಿಸುವ ಅಪಘಾತಗಳ ಬಗ್ಗೆ ಈ ಪತ್ರ. ಮೇ 1ರಂದು ಸಂಜೆ 7.45ರ ಸಮಯದಲ್ಲಿ ಬಂದ ದಿಢೀರ್ ಮಳೆಯಿಂದಾಗಿ ರಸ್ತೆ ಹಾಗೂ ಮೀಡಿಯನ್ ಸರಿಯಾಗಿ ಕಾಣದೆ ವಾಹನ ಸವಾರರು ತೊಂದರೆ ಅನುಭವಿಸಿದರು. ಸಂಬಂಧಪಟ್ಟ ಅಧಿಕಾರಿಗಳು ಕೂಡಲೇ ರಿಫ್ಲೆಕ್ಟರ್‌ಗಳನ್ನು ಅಳವಡಿಸಿ ಅಪಘಾತಗಳನ್ನು ತಡೆಯಬೇಕು. ನಗರದ ಹಲವು ಭಾಗಗಳಲ್ಲಿ ರಾತ್ರಿ ವೇಳೆ ಮೀಡಿಯನ್‌ಗಳು ಕಾಣದೆ ದ್ವಿಚಕ್ರ ವಾಹನ ಸವಾರರು ಬಿದ್ದು ಗಾಯಗೊಳ್ಳುತ್ತಿದ್ದಾರೆ. ಈ ಬಗ್ಗೆ ಪೊಲೀಸ್ ಇಲಾಖೆ ಹಾಗೂ ಪಾಲಿಕೆ ಗಮನ ಹರಿಸಬೇಕು. ರಸ್ತೆಯ ಮಧ್ಯದಲ್ಲಿರುವ ವಿಭಜಕಗಳಿಗೆ ಬಣ್ಣ ಬಳಿದು ರಿಫ್ಲೆಕ್ಟರ್ ಅಳವಡಿಸಿದರೆ ರಾತ್ರಿ ಪ್ರಯಾಣ ಸುರಕ್ಷಿತವಾಗಲಿದೆ. ಸಂಬಂಧಪಟ್ಟವರು ಶೀಘ್ರ ಕ್ರಮ ಕೈಗೊಳ್ಳಲಿ. ಜನರ ಪ್ರಾಣ ರಕ್ಷಣೆ ಮುಖ್ಯ.	[108, 566, 304, 602]
plastic-headline-2: ಪ್ಲಾಸ್ಟಿಕ್ ವಶ: 2 ಗೋಡೌನ್‌ಗಳಿಗೆ ಬೀಗ	[314, 373, 518, 392]
lead-col-3: ಘಟನೆ ಬಳಿಕ ಎರಡೂ ಕಡೆಯವರು ಠಾಣೆಯ ಮುಂದೆ ಜಮಾಯಿಸಿದರು. ಆರೋಪಿಗಳನ್ನು ಕೂಡಲೇ ಬಂಧಿಸುವಂತೆ ಒತ್ತಾಯಿಸಿದರು. ಪೊಲೀಸರು ಅವರ ಮನವೊಲಿಸಿ ವಾಪಸ್ ಕಳುಹಿಸಿದರು. ಠಾಣೆಯ ಸುತ್ತ ಕೆಎಸ್‌ಆರ್‌ಪಿ ತುಕಡಿಗಳನ್ನು ನಿಯೋಜಿಸಲಾಗಿದೆ. ಕಲಂ 324 ಸೇರಿದಂತೆ ವಿವಿಧ ಸೆಕ್ಷನ್‌ಗಳಡಿ ಪ್ರಕರಣ ದಾಖಲಿಸಲಾಗಿದೆ. ಸಿಸಿಟಿವಿ ದೃಶ್ಯಾವಳಿಗಳನ್ನು ಪರಿಶೀಲಿಸಿ ಇನ್ನಷ್ಟು ಆರೋಪಿಗಳ ಪತ್ತೆಗೆ ಕ್ರಮ ಕೈಗೊಳ್ಳಲಾಗಿದೆ ಎಂದು ಪೊಲೀಸ್ ಮೂಲಗಳು ತಿಳಿಸಿವೆ.	[524, 194, 630, 230]
